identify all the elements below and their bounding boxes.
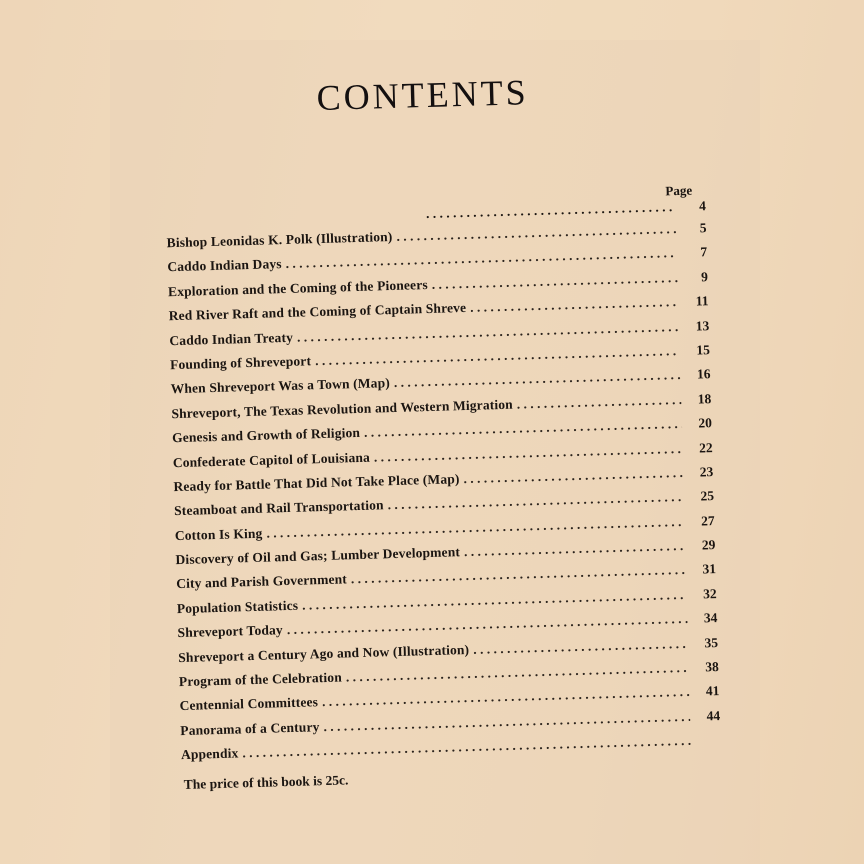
- dot-leader: [396, 221, 676, 245]
- toc-page-number: 18: [697, 390, 712, 407]
- toc-page-number: 5: [699, 220, 707, 236]
- toc-page-number: 20: [698, 415, 713, 431]
- toc-entry-title: Panorama of a Century: [180, 719, 320, 738]
- toc-entry-title: Shreveport, The Texas Revolution and Western Migration: [171, 396, 514, 421]
- toc-page-number: [695, 744, 721, 745]
- toc-entry-title: Founding of Shreveport: [169, 353, 312, 373]
- toc-entry-title: Caddo Indian Days: [167, 256, 282, 275]
- toc-entry-title: Population Statistics: [176, 597, 299, 616]
- toc-entry-title: Confederate Capitol of Louisiana: [172, 449, 371, 470]
- dot-leader: [517, 392, 682, 413]
- dot-leader: [426, 199, 676, 222]
- toc-page-number: 15: [696, 342, 711, 358]
- page-title: CONTENTS: [316, 72, 530, 119]
- toc-entry-title: Steamboat and Rail Transportation: [173, 497, 384, 519]
- price-note: The price of this book is 25c.: [183, 772, 349, 793]
- toc-entry-title: Ready for Battle That Did Not Take Place (Map): [173, 471, 460, 495]
- toc-page-number: 31: [702, 561, 717, 577]
- toc-page-number: 7: [700, 244, 708, 260]
- toc-entry-title: When Shreveport Was a Town (Map): [170, 375, 391, 397]
- toc-entry-title: Centennial Committees: [179, 694, 319, 714]
- toc-entry-title: Exploration and the Coming of the Pioneers: [167, 276, 428, 300]
- toc-entry-title: City and Parish Government: [175, 571, 348, 592]
- toc-page-number: 4: [698, 198, 707, 214]
- toc-page-number: 32: [702, 585, 717, 602]
- toc-entry-title: Red River Raft and the Coming of Captain Shreve: [168, 300, 467, 324]
- toc-entry-title: Bishop Leonidas K. Polk (Illustration): [166, 228, 393, 251]
- toc-entry-title: Discovery of Oil and Gas; Lumber Development: [175, 544, 461, 568]
- toc-page-number: 41: [705, 683, 720, 699]
- toc-entry-title: Shreveport Today: [177, 622, 284, 641]
- toc-entry-title: Caddo Indian Treaty: [169, 329, 294, 348]
- toc-page-number: 13: [695, 317, 710, 334]
- toc-entry-title: Appendix: [180, 745, 239, 763]
- toc-page-number: 22: [698, 439, 713, 456]
- toc-page-number: 38: [705, 659, 719, 675]
- page-column-label: Page: [665, 182, 693, 199]
- toc-page-number: 11: [695, 293, 709, 309]
- toc-page-number: 27: [700, 512, 715, 529]
- toc-page-number: 9: [700, 268, 709, 285]
- toc-page-number: 35: [704, 634, 719, 651]
- toc-entry-title: Shreveport a Century Ago and Now (Illustration): [178, 641, 470, 665]
- toc-entry-title: Program of the Celebration: [178, 669, 343, 690]
- toc-page-number: 16: [696, 366, 711, 382]
- toc-entry-title: Cotton Is King: [174, 525, 263, 543]
- toc-page-number: 25: [700, 488, 715, 504]
- table-of-contents: [166, 220, 721, 771]
- toc-page-number: 34: [703, 610, 718, 626]
- toc-page-number: 23: [699, 464, 714, 480]
- toc-page-number: 29: [701, 537, 716, 553]
- toc-page-number: 44: [706, 707, 721, 724]
- toc-entry-title: Genesis and Growth of Religion: [171, 425, 361, 446]
